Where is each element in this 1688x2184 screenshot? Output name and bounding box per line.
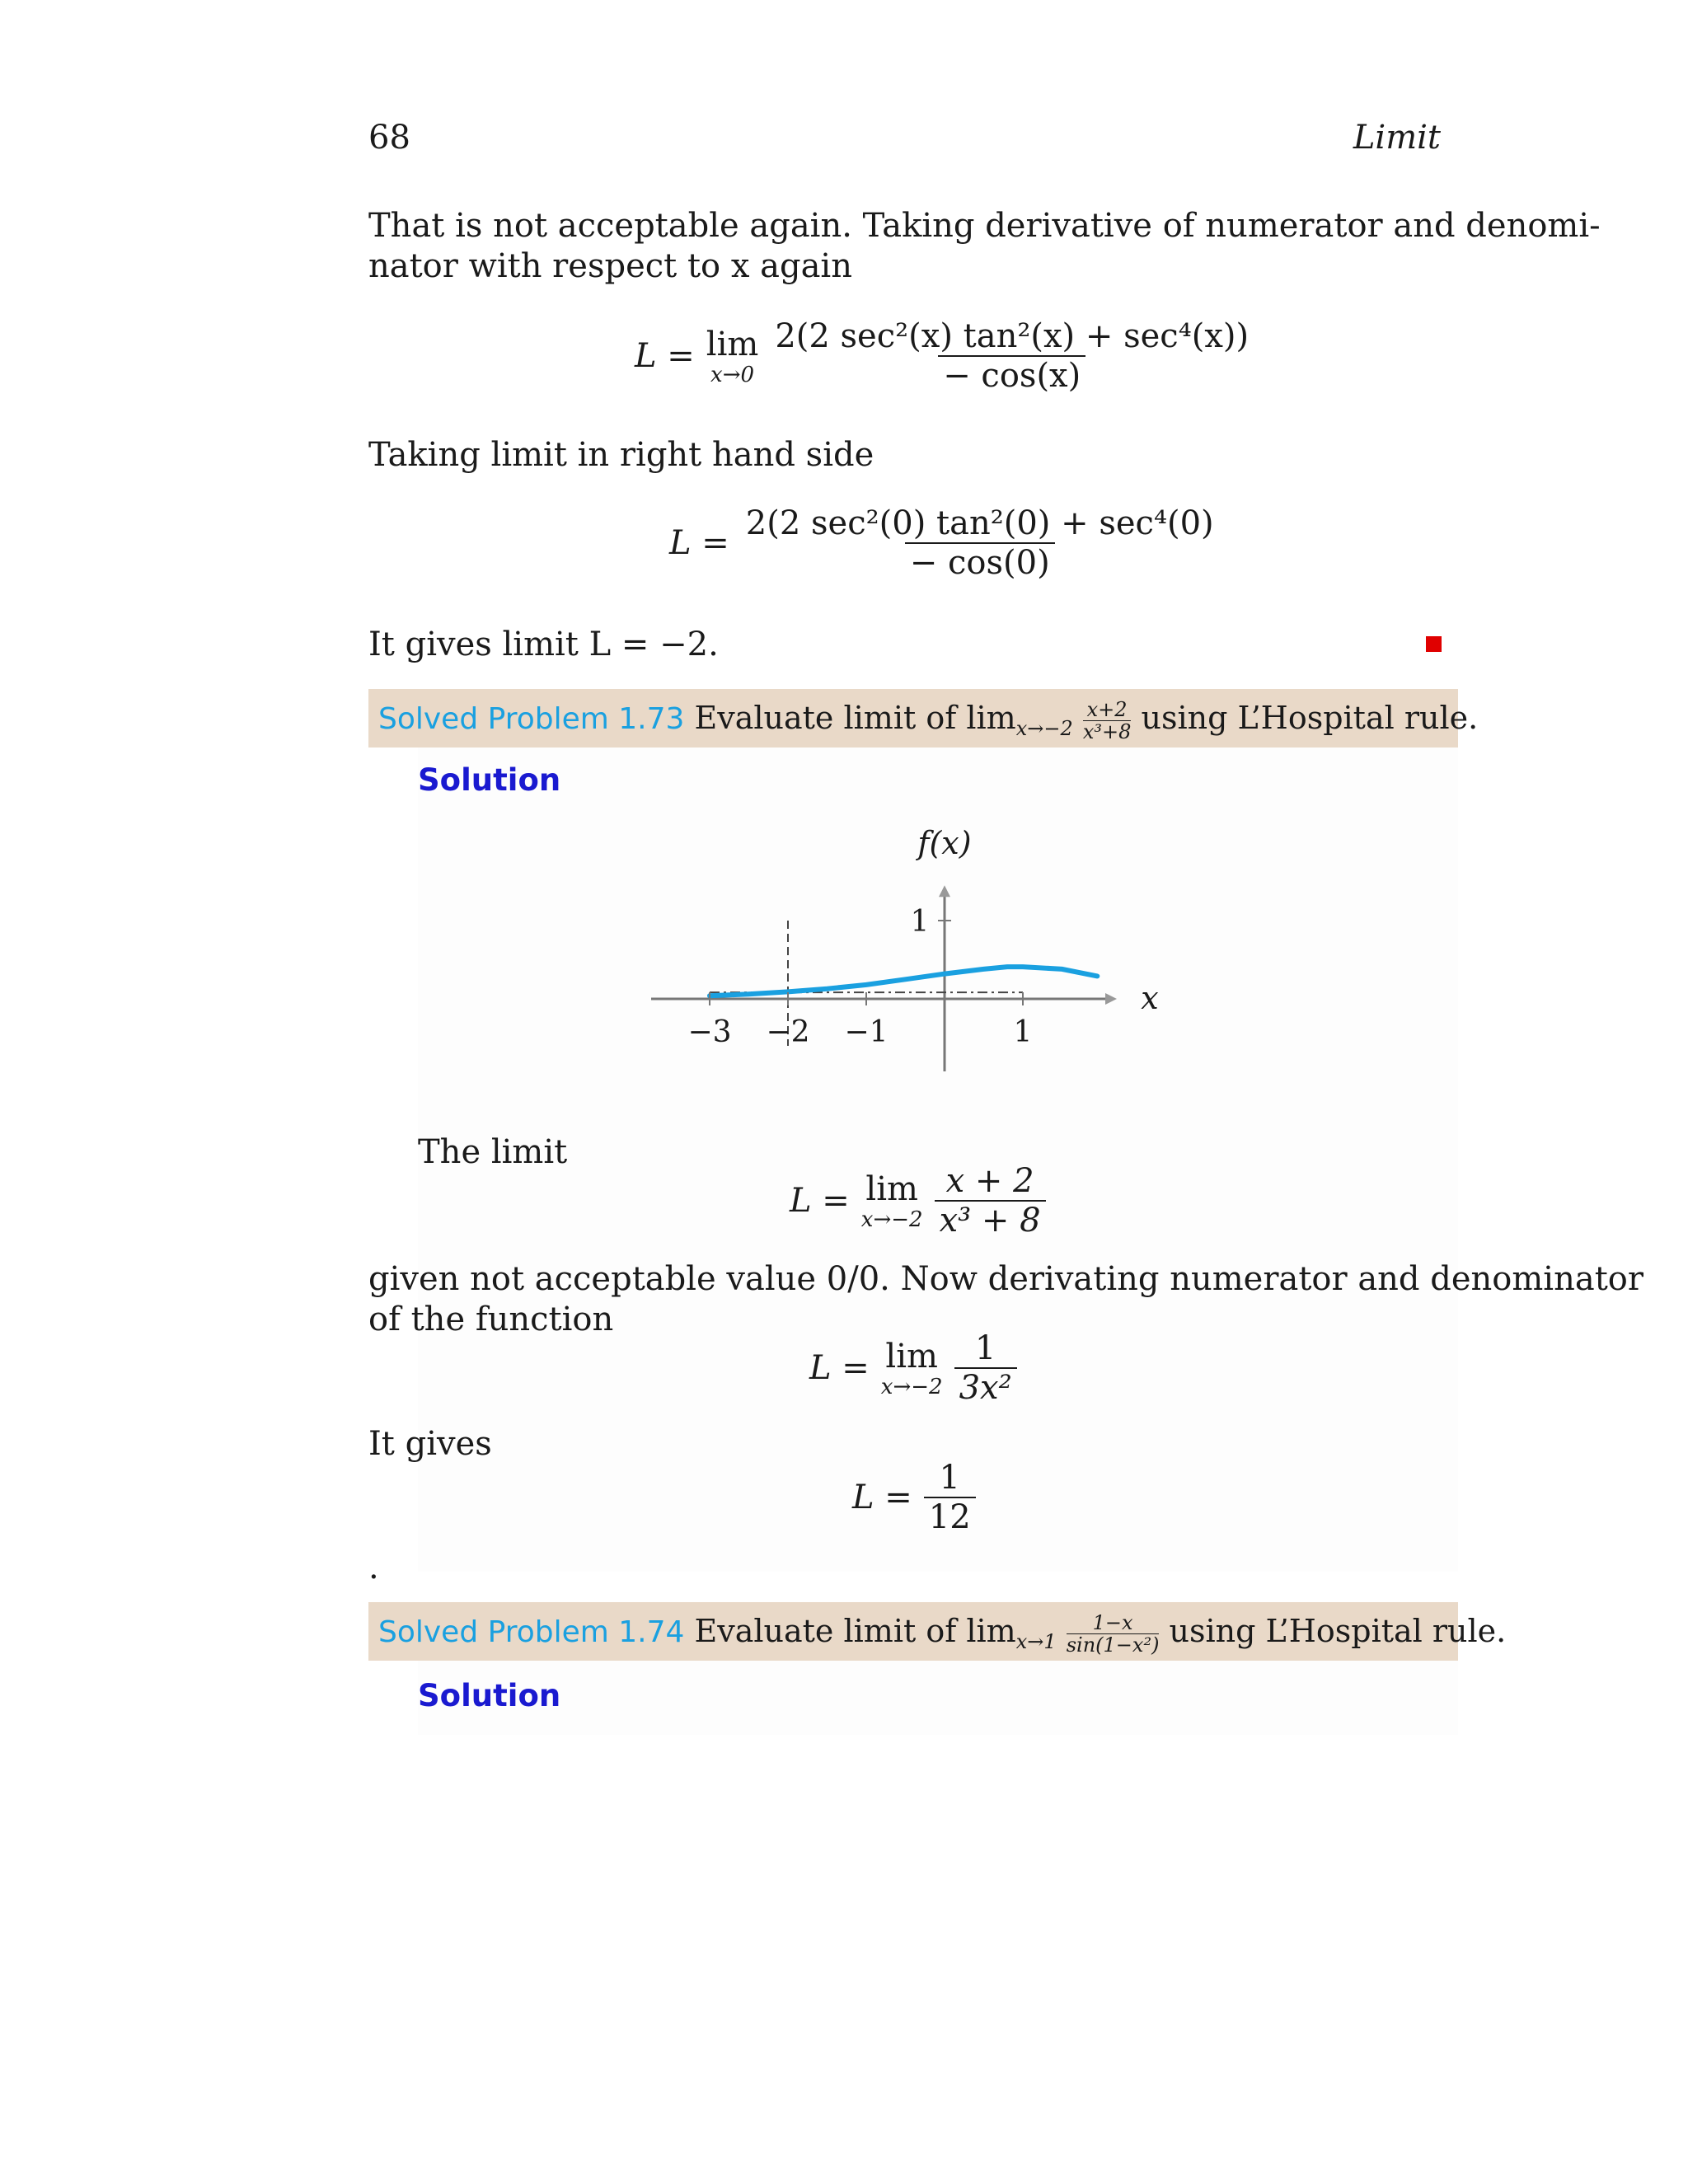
inline-fraction — [1083, 699, 1132, 743]
solution-box — [418, 1661, 1458, 1735]
paragraph-line: of the function — [368, 1301, 614, 1338]
equation-5 — [852, 1459, 976, 1536]
lim-subscript: x→0 — [710, 363, 755, 387]
paragraph-line: nator with respect to x again — [368, 247, 852, 285]
period: . — [368, 1549, 379, 1586]
x-tick-label: 1 — [1013, 1015, 1033, 1049]
denominator: x³ + 8 — [935, 1200, 1046, 1240]
lim-operator — [861, 1170, 923, 1231]
function-graph — [635, 824, 1159, 1088]
lim-operator — [881, 1338, 943, 1399]
numerator: x + 2 — [945, 1162, 1034, 1200]
x-ticks — [687, 992, 1032, 1049]
eq-lhs: L = — [809, 1349, 870, 1387]
x-tick-label: −3 — [687, 1015, 732, 1049]
paragraph-line: That is not acceptable again. Taking derivative of numerator and denomi- — [368, 207, 1601, 245]
solution-label: Solution — [418, 762, 561, 798]
paragraph: The limit — [418, 1133, 568, 1171]
problem-text: Evaluate limit of lim — [694, 700, 1016, 736]
lim-subscript: x→−2 — [860, 1207, 923, 1232]
equation-4 — [809, 1329, 1017, 1407]
fraction — [954, 1329, 1017, 1407]
problem-text: using L’Hospital rule. — [1141, 700, 1479, 736]
x-tick-label: −1 — [844, 1015, 889, 1049]
equation-1 — [635, 317, 1254, 395]
page-number: 68 — [368, 119, 410, 157]
denominator: x³+8 — [1082, 720, 1132, 743]
numerator: x+2 — [1086, 698, 1128, 721]
denominator: − cos(0) — [905, 542, 1055, 582]
x-tick-label: −2 — [766, 1015, 810, 1049]
eq-lhs: L = — [635, 337, 695, 375]
x-axis-label: x — [1141, 980, 1159, 1016]
lim-text: lim — [865, 1170, 918, 1208]
numerator: 1 — [974, 1329, 996, 1367]
paragraph-line: given not acceptable value 0/0. Now derivating numerator and denominator — [368, 1260, 1643, 1298]
lim-subscript: x→−2 — [1015, 717, 1073, 740]
fraction — [741, 504, 1219, 582]
lim-text: lim — [885, 1338, 938, 1376]
lim-operator — [706, 326, 759, 387]
lim-subscript: x→1 — [1015, 1630, 1057, 1653]
equation-3 — [790, 1162, 1046, 1240]
problem-label: Solved Problem 1.73 — [378, 702, 685, 736]
eq-lhs: L = — [790, 1182, 850, 1220]
function-curve — [710, 967, 1097, 996]
problem-text: Evaluate limit of lim — [694, 1613, 1016, 1649]
equation-2 — [669, 504, 1219, 582]
eq-lhs: L = — [669, 524, 729, 562]
solution-label: Solution — [418, 1678, 561, 1713]
x-axis-arrow — [1105, 993, 1117, 1005]
eq-lhs: L = — [852, 1479, 912, 1516]
denominator: sin(1−x²) — [1066, 1633, 1160, 1657]
numerator: 1−x — [1092, 1611, 1133, 1634]
problem-label: Solved Problem 1.74 — [378, 1615, 685, 1649]
denominator: − cos(x) — [938, 355, 1085, 395]
problem-text: using L’Hospital rule. — [1169, 1613, 1507, 1649]
denominator: 3x² — [954, 1367, 1017, 1407]
paragraph: It gives limit L = −2. — [368, 626, 719, 663]
paragraph: It gives — [368, 1425, 492, 1463]
lim-subscript: x→−2 — [880, 1375, 943, 1399]
inline-fraction — [1067, 1612, 1160, 1656]
qed-square — [1426, 636, 1442, 652]
paragraph: Taking limit in right hand side — [368, 436, 874, 474]
y-tick-label: 1 — [910, 905, 930, 939]
denominator: 12 — [924, 1497, 976, 1536]
y-axis-arrow — [939, 885, 950, 897]
fraction — [924, 1459, 976, 1536]
numerator: 1 — [939, 1459, 960, 1497]
fraction — [770, 317, 1254, 395]
fraction — [935, 1162, 1046, 1240]
section-title: Limit — [1353, 119, 1441, 157]
lim-text: lim — [706, 326, 759, 363]
y-axis-label: f(x) — [917, 825, 972, 861]
numerator: 2(2 sec²(0) tan²(0) + sec⁴(0) — [745, 504, 1214, 542]
numerator: 2(2 sec²(x) tan²(x) + sec⁴(x)) — [775, 317, 1250, 355]
